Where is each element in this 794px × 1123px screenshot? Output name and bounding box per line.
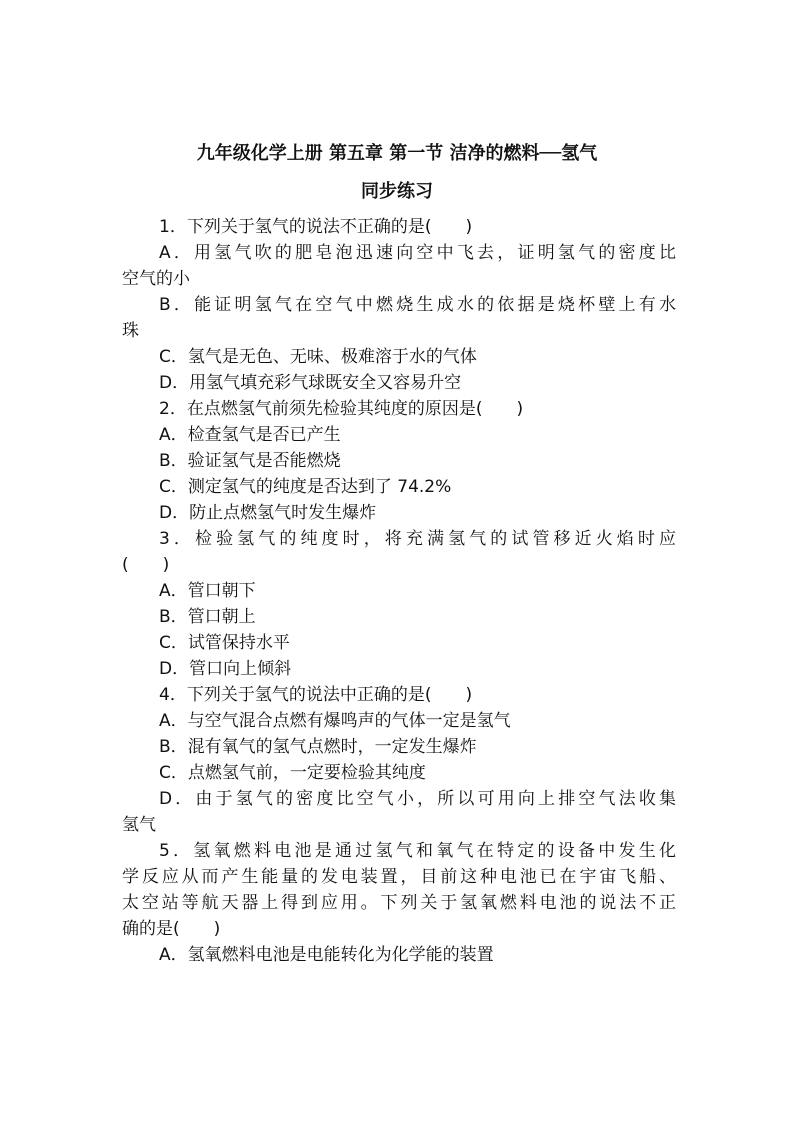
text-line: 1．下列关于氢气的说法不正确的是( ) xyxy=(159,217,473,237)
text-line: C．点燃氢气前，一定要检验其纯度 xyxy=(159,763,426,783)
text-line: D．管口向上倾斜 xyxy=(159,659,292,679)
text-line: B．混有氧气的氢气点燃时，一定发生爆炸 xyxy=(159,737,477,757)
text-line: 4．下列关于氢气的说法中正确的是( ) xyxy=(159,685,473,705)
text-line: D．防止点燃氢气时发生爆炸 xyxy=(159,503,377,523)
text-line: B．验证氢气是否能燃烧 xyxy=(159,451,341,471)
text-line: 珠 xyxy=(122,321,139,341)
text-line: 氢气 xyxy=(122,815,156,835)
text-line: 5．氢氧燃料电池是通过氢气和氧气在特定的设备中发生化 xyxy=(159,841,676,861)
text-line: C．氢气是无色、无味、极难溶于水的气体 xyxy=(159,347,477,367)
text-line: A．与空气混合点燃有爆鸣声的气体一定是氢气 xyxy=(159,711,511,731)
text-line: 3．检验氢气的纯度时，将充满氢气的试管移近火焰时应 xyxy=(159,529,676,549)
text-line: B．管口朝上 xyxy=(159,607,256,627)
text-line: ( ) xyxy=(122,555,170,575)
text-line: D．用氢气填充彩气球既安全又容易升空 xyxy=(159,373,462,393)
text-line: C．试管保持水平 xyxy=(159,633,290,653)
text-line: A．用氢气吹的肥皂泡迅速向空中飞去，证明氢气的密度比 xyxy=(159,243,676,263)
text-line: 空气的小 xyxy=(122,269,190,289)
text-line: D．由于氢气的密度比空气小，所以可用向上排空气法收集 xyxy=(159,789,676,809)
document-subtitle: 同步练习 xyxy=(361,181,433,202)
text-line: C．测定氢气的纯度是否达到了 74.2% xyxy=(159,477,452,497)
text-line: 太空站等航天器上得到应用。下列关于氢氧燃料电池的说法不正 xyxy=(122,893,676,913)
text-line: A．检查氢气是否已产生 xyxy=(159,425,341,445)
text-line: 学反应从而产生能量的发电装置，目前这种电池已在宇宙飞船、 xyxy=(122,867,676,887)
text-line: A．氢氧燃料电池是电能转化为化学能的装置 xyxy=(159,945,494,965)
document-title: 九年级化学上册 第五章 第一节 洁净的燃料──氢气 xyxy=(196,143,598,164)
text-line: 2．在点燃氢气前须先检验其纯度的原因是( ) xyxy=(159,399,524,419)
text-line: 确的是( ) xyxy=(122,919,221,939)
text-line: B．能证明氢气在空气中燃烧生成水的依据是烧杯壁上有水 xyxy=(159,295,676,315)
text-line: A．管口朝下 xyxy=(159,581,256,601)
exercise-body xyxy=(122,214,676,968)
